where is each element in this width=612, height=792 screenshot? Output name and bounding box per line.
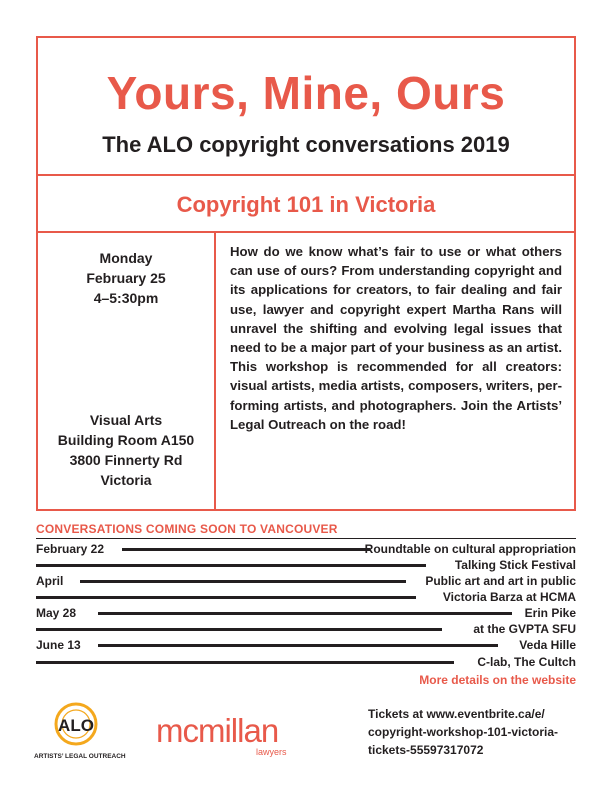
schedule-event: Erin Pike xyxy=(524,606,576,620)
schedule-heading: CONVERSATIONS COMING SOON TO VANCOUVER xyxy=(36,522,338,536)
tickets-line[interactable]: tickets-55597317072 xyxy=(368,743,484,757)
alo-logo-caption: ARTISTS’ LEGAL OUTREACH xyxy=(34,753,126,760)
schedule-date: June 13 xyxy=(36,638,81,652)
mcmillan-logo-graphic xyxy=(156,712,291,758)
schedule-row xyxy=(36,573,576,589)
schedule-event: Talking Stick Festival xyxy=(454,558,576,572)
poster-title: Yours, Mine, Ours xyxy=(106,67,506,119)
schedule-row xyxy=(36,637,576,653)
venue-line: 3800 Finnerty Rd xyxy=(69,452,183,468)
schedule-rule xyxy=(36,538,576,539)
event-day: Monday xyxy=(99,250,153,266)
event-title: Copyright 101 in Victoria xyxy=(176,192,436,217)
schedule-date: April xyxy=(36,574,64,588)
schedule-rule-line xyxy=(36,596,416,599)
schedule-row xyxy=(36,654,576,670)
schedule-rule-line xyxy=(122,548,370,551)
alo-logo-text: ALO xyxy=(58,716,94,735)
schedule-event: at the GVPTA SFU xyxy=(473,622,576,636)
event-description: How do we know what’s fair to use or what others can use of ours? From understanding copyright and its applications for creators, to fair dealing and fair use, lawyer and copyright expert Martha Rans will unravel the shifting and evolving legal issues that need to be a major part of your business as an artist. This workshop is recommended for all creators: visual artists, media artists, composers, writers, performing artists, and photographers. Join the Artists’ Legal Outreach on the road! xyxy=(230,244,562,432)
schedule-row xyxy=(36,557,576,573)
schedule-date: May 28 xyxy=(36,606,77,620)
mcmillan-logo-caption: lawyers xyxy=(256,747,287,757)
mcmillan-logo xyxy=(156,712,291,758)
schedule-row xyxy=(36,605,576,621)
column-divider xyxy=(214,231,216,511)
venue-line: Victoria xyxy=(100,472,152,488)
schedule-rule-line xyxy=(80,580,406,583)
poster-subtitle: The ALO copyright conversations 2019 xyxy=(102,132,510,157)
alo-logo-graphic xyxy=(34,700,154,764)
event-date: February 25 xyxy=(86,270,166,286)
tickets-info[interactable] xyxy=(368,705,582,759)
schedule-row xyxy=(36,589,576,605)
venue-line: Visual Arts xyxy=(89,412,163,428)
event-where xyxy=(38,410,214,490)
event-frame xyxy=(36,36,576,511)
schedule-rule-line xyxy=(98,612,512,615)
schedule-date: February 22 xyxy=(36,542,105,556)
schedule-event: Roundtable on cultural appropriation xyxy=(364,542,576,556)
divider xyxy=(38,174,574,176)
schedule-event: Veda Hille xyxy=(519,638,576,652)
event-time: 4–5:30pm xyxy=(93,290,159,306)
schedule-row xyxy=(36,541,576,557)
venue-line: Building Room A150 xyxy=(57,432,195,448)
alo-logo xyxy=(34,700,154,764)
schedule-rule-line xyxy=(36,661,454,664)
tickets-line[interactable]: copyright-workshop-101-victoria- xyxy=(368,725,559,739)
schedule-event: C-lab, The Cultch xyxy=(477,655,576,669)
schedule-event: Public art and art in public xyxy=(425,574,576,588)
tickets-line[interactable]: Tickets at www.eventbrite.ca/e/ xyxy=(368,707,545,721)
schedule-rule-line xyxy=(36,628,442,631)
schedule-event: Victoria Barza at HCMA xyxy=(442,590,576,604)
divider xyxy=(38,231,574,233)
schedule-rule-line xyxy=(98,644,498,647)
mcmillan-logo-text: mcmillan xyxy=(156,712,279,749)
schedule-rule-line xyxy=(36,564,426,567)
schedule-row xyxy=(36,621,576,637)
event-when xyxy=(38,248,214,308)
more-details-link[interactable]: More details on the website xyxy=(419,673,576,687)
